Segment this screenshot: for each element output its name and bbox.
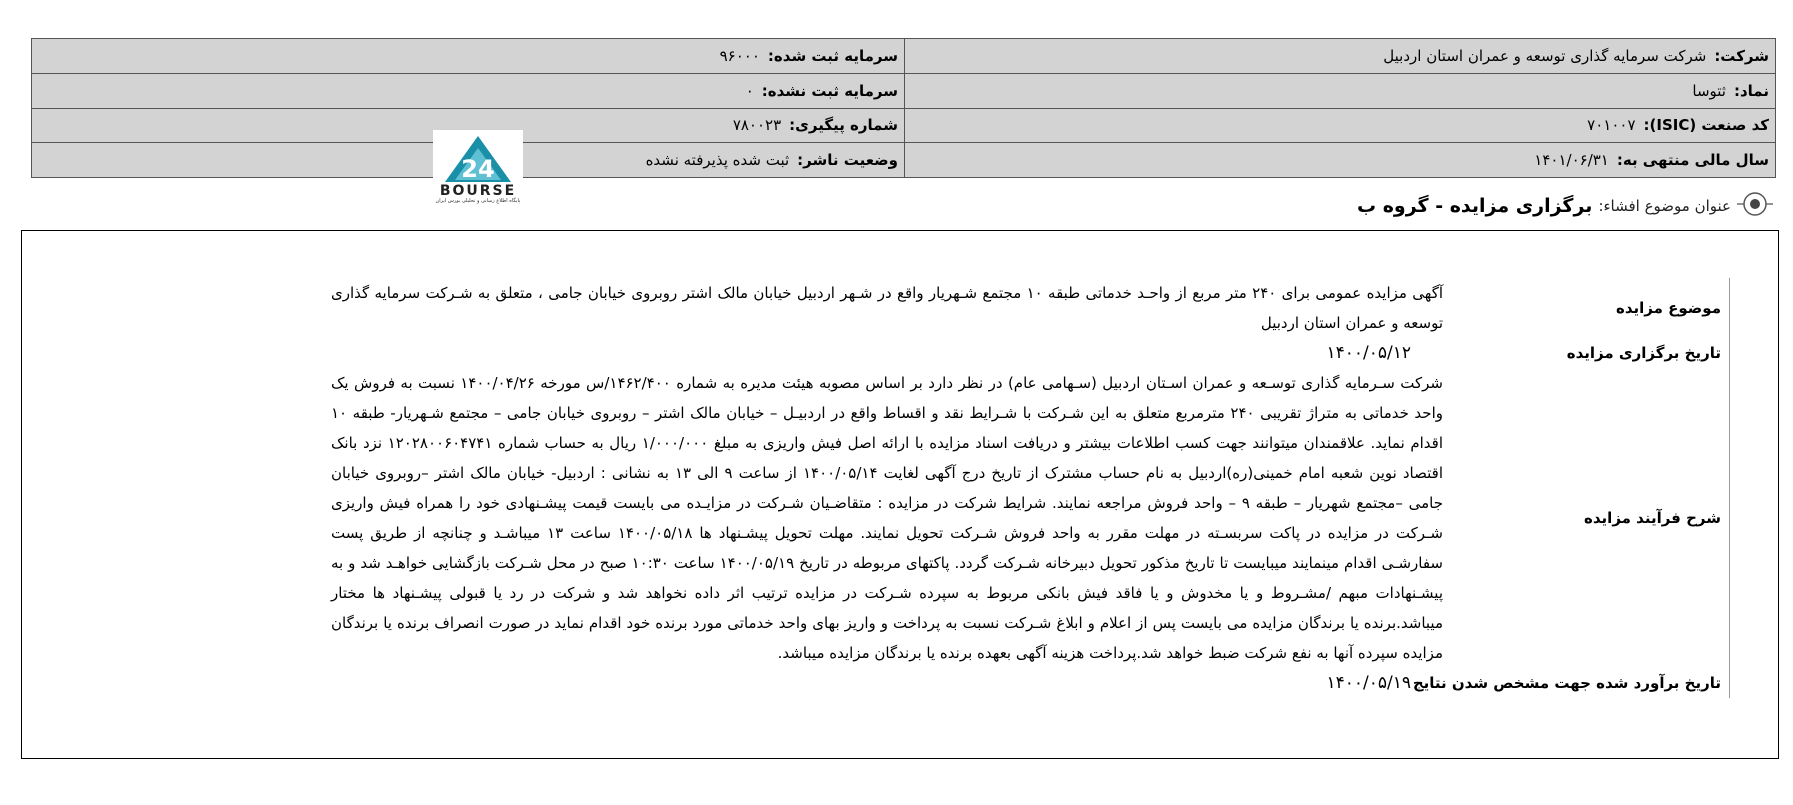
fiscal-year-cell [905,143,1776,178]
symbol-label: نماد: [1733,81,1769,100]
isic-label: کد صنعت (ISIC): [1643,116,1769,135]
target-icon [1737,189,1773,223]
company-value: شرکت سرمایه گذاری توسعه و عمران استان اردبیل [1383,46,1707,65]
bourse-logo-icon [443,134,513,184]
svg-text:24: 24 [461,155,495,183]
process-label: شرح فرآیند مزایده [1451,368,1730,668]
company-info-table [31,38,1776,178]
logo-word: BOURSE [439,183,517,199]
auction-date-label: تاریخ برگزاری مزایده [1451,338,1730,368]
fiscal-year-label: سال مالی منتهی به: [1616,151,1769,170]
company-cell [905,39,1776,74]
auction-subject-row [331,278,1730,338]
logo-subtitle: پایگاه اطلاع رسانی و تحلیلی بورس ایران [435,198,521,204]
tracking-label: شماره پیگیری: [789,116,898,135]
fiscal-year-value: ۱۴۰۱/۰۶/۳۱ [1534,151,1609,170]
auction-date-value: ۱۴۰۰/۰۵/۱۲ [1326,343,1411,363]
details-table [330,278,1730,698]
company-label: شرکت: [1714,46,1769,65]
subject-caption: عنوان موضوع افشاء: [1598,197,1731,215]
unregistered-capital-value: ۰ [745,81,754,100]
bourse-logo [433,130,523,215]
process-value: شرکت سـرمایه گذاری توسـعه و عمران اسـتان اردبیل (سـهامی عام) در نظر دارد بر اساس مصوبه هیئت مدیره به شماره ۱۴۶۲/۴۰۰/س مورخه ۱۴۰۰/۰۴/۲۶ نسبت به فروش یک واحد خدماتی به متراژ تقریبی ۲۴۰ مترمربع متعلق به این شـرکت با شـرایط نقد و اقساط واقع در اردبیـل – خیابان مالک اشتر – روبروی خیابان جامی – مجتمع شـهریار- طبقه ۱۰ اقدام نماید. علاقمندان میتوانند جهت کسب اطلاعات بیشتر و دریافت اسناد مزایده با ارائه اصل فیش واریزی به مبلغ ۱/۰۰۰/۰۰۰ ریال به حساب شماره ۱۲۰۲۸۰۰۶۰۴۷۴۱ نزد بانک اقتصاد نوین شعبه امام خمینی(ره)اردبیل به نام حساب مشترک از تاریخ درج آگهی لغایت ۱۴۰۰/۰۵/۱۴ از ساعت ۹ الی ۱۳ به نشانی : اردبیل- خیابان مالک اشتر –روبروی خیابان جامی –مجتمع شهریار – طبقه ۹ – واحد فروش مراجعه نمایند. شرایط شرکت در مزایده : متقاضـیان شـرکت در مزایـده می بایست قیمت پیشـنهادی خود را همراه فیش واریزی شـرکت در مزایده در پاکت سربسـته در مهلت مقرر به واحد فروش شـرکت تحویل نمایند. مهلت تحویل پیشـنهاد ها ۱۴۰۰/۰۵/۱۸ ساعت ۱۳ میباشـد و چنانچه از طریق پست سفارشـی اقدام مینمایند میبایست تا تاریخ مذکور تحویل دبیرخانه شـرکت گردد. پاکتهای مربوطه در تاریخ ۱۴۰۰/۰۵/۱۹ ساعت ۱۰:۳۰ صبح در محل شـرکت بازگشایی خواهـد شد و به پیشـنهادات مبهم /مشـروط و یا مخدوش و یا فاقد فیش بانکی مربوط به سپرده شـرکت در مزایده ترتیب اثر داده نخواهد شد و شرکت در رد یا قبولی پیشـنهاد ها مختار میباشد.برنده یا برندگان مزایده می بایست پس از اعلام و ابلاغ شـرکت نسبت به پرداخت و واریز بهای واحد خدماتی مورد برنده خود اقدام نماید در صورت انصراف برنده یا برندگان مزایده سپرده آنها به نفع شرکت ضبط خواهد شد.پرداخت هزینه آگهی بعهده برنده یا برندگان مزایده میباشد. [331,374,1444,662]
symbol-cell [905,73,1776,108]
unregistered-capital-label: سرمایه ثبت نشده: [761,81,898,100]
isic-cell [905,108,1776,143]
auction-date-row [331,338,1730,368]
subject-line [1357,190,1773,222]
publisher-status-value: ثبت شده پذیرفته نشده [645,151,790,170]
subject-value: برگزاری مزایده - گروه ب [1356,195,1593,217]
isic-value: ۷۰۱۰۰۷ [1587,116,1636,135]
unregistered-capital-cell [32,73,905,108]
results-date-row [331,668,1730,698]
registered-capital-value: ۹۶۰۰۰ [719,46,760,65]
tracking-value: ۷۸۰۰۲۳ [732,116,782,135]
publisher-status-label: وضعیت ناشر: [797,151,898,170]
auction-subject-value: آگهی مزایده عمومی برای ۲۴۰ متر مربع از واحـد خدماتی طبقه ۱۰ مجتمع شـهریار واقع در شـهر اردبیل خیابان مالک اشتر روبروی خیابان جامی ، متعلق به شـرکت سرمایه گذاری توسعه و عمران استان اردبیل [331,284,1444,332]
registered-capital-cell [32,39,905,74]
registered-capital-label: سرمایه ثبت شده: [767,46,898,65]
content-box [21,230,1779,759]
process-row [331,368,1730,668]
results-date-label: تاریخ برآورد شده جهت مشخص شدن نتایج [1451,668,1730,698]
results-date-value: ۱۴۰۰/۰۵/۱۹ [1326,673,1411,693]
symbol-value: ثتوسا [1692,81,1726,100]
auction-subject-label: موضوع مزایده [1451,278,1730,338]
